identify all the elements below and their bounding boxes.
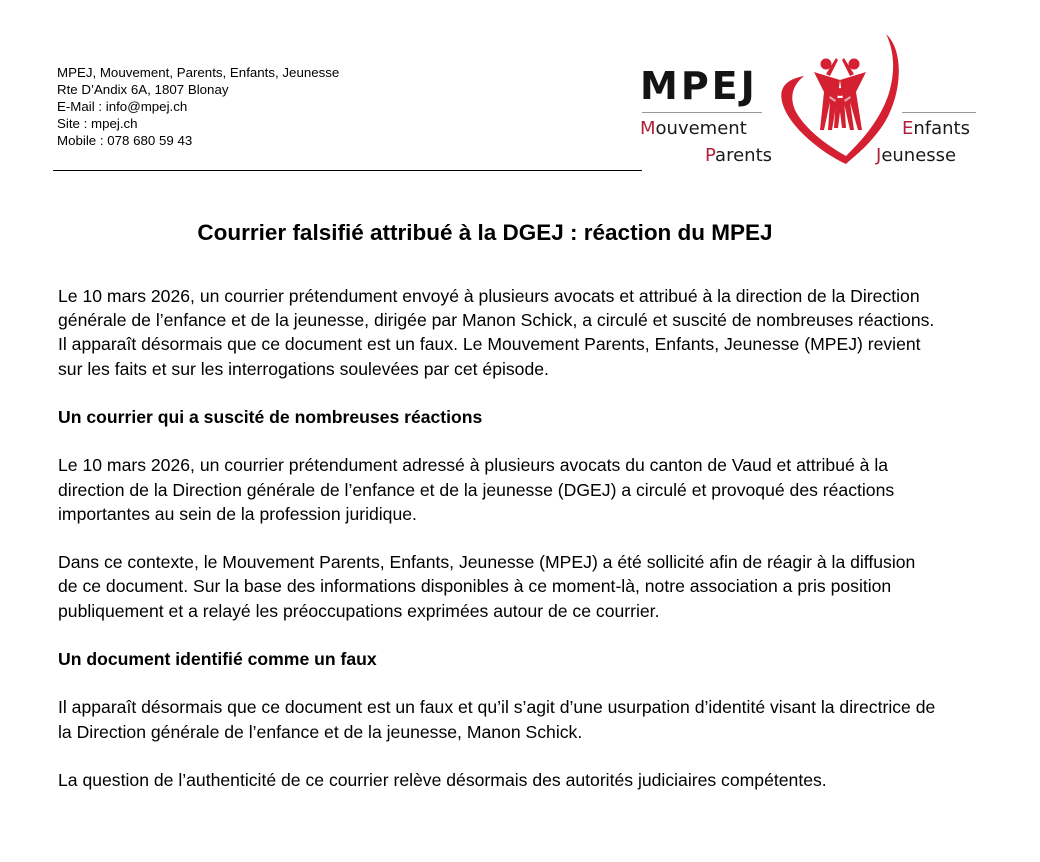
intro-paragraph: Le 10 mars 2026, un courrier prétendument envoyé à plusieurs avocats et attribué à la direction de la Direction générale de l’enfance et de la jeunesse, dirigée par Manon Schick, a circulé et suscité de nombreuses réactions. Il apparaît désormais que ce document est un faux. Le Mouvement Parents, Enfants, Jeunesse (MPEJ) revient sur les faits et sur les interrogations soulevées par cet épisode.: [58, 286, 935, 379]
paragraph: Dans ce contexte, le Mouvement Parents, Enfants, Jeunesse (MPEJ) a été sollicité afin de réagir à la diffusion de ce document. Sur la base des informations disponibles à ce moment-là, notre association a pris position publiquement et a relayé les préoccupations exprimées autour de ce courrier.: [58, 552, 916, 621]
contact-email[interactable]: E-Mail : info@mpej.ch: [57, 99, 188, 114]
logo-word-enfants: Enfants: [902, 118, 970, 139]
section-heading: Un courrier qui a suscité de nombreuses réactions: [58, 407, 483, 427]
logo-word-parents: Parents: [705, 145, 772, 166]
heart-family-icon: [774, 32, 904, 167]
document-body: [58, 284, 938, 816]
logo-rule-right: [902, 112, 976, 113]
paragraph: Le 10 mars 2026, un courrier prétendument adressé à plusieurs avocats du canton de Vaud et attribué à la direction de la Direction générale de l’enfance et de la jeunesse (DGEJ) a circulé et provoqué des réactions importantes au sein de la profession juridique.: [58, 455, 895, 524]
contact-site[interactable]: Site : mpej.ch: [57, 116, 138, 131]
logo-acronym: MPEJ: [640, 64, 758, 108]
contact-org: MPEJ, Mouvement, Parents, Enfants, Jeunesse: [57, 65, 340, 80]
section-heading: Un document identifié comme un faux: [58, 648, 377, 669]
document-title: Courrier falsifié attribué à la DGEJ : réaction du MPEJ: [197, 220, 773, 245]
contact-block: [57, 64, 339, 149]
paragraph: Il apparaît désormais que ce document est un faux et qu’il s’agit d’une usurpation d’identité visant la directrice de la Direction générale de l’enfance et de la jeunesse, Manon Schick.: [58, 697, 936, 742]
logo-word-jeunesse: Jeunesse: [876, 145, 957, 166]
logo-word-mouvement: Mouvement: [640, 118, 747, 139]
header-divider: [53, 170, 642, 171]
contact-mobile: Mobile : 078 680 59 43: [57, 133, 193, 148]
contact-address: Rte D’Andix 6A, 1807 Blonay: [57, 82, 229, 97]
paragraph: La question de l’authenticité de ce courrier relève désormais des autorités judiciaires compétentes.: [58, 769, 827, 790]
logo-rule-left: [642, 112, 762, 113]
mpej-logo: [638, 32, 983, 172]
